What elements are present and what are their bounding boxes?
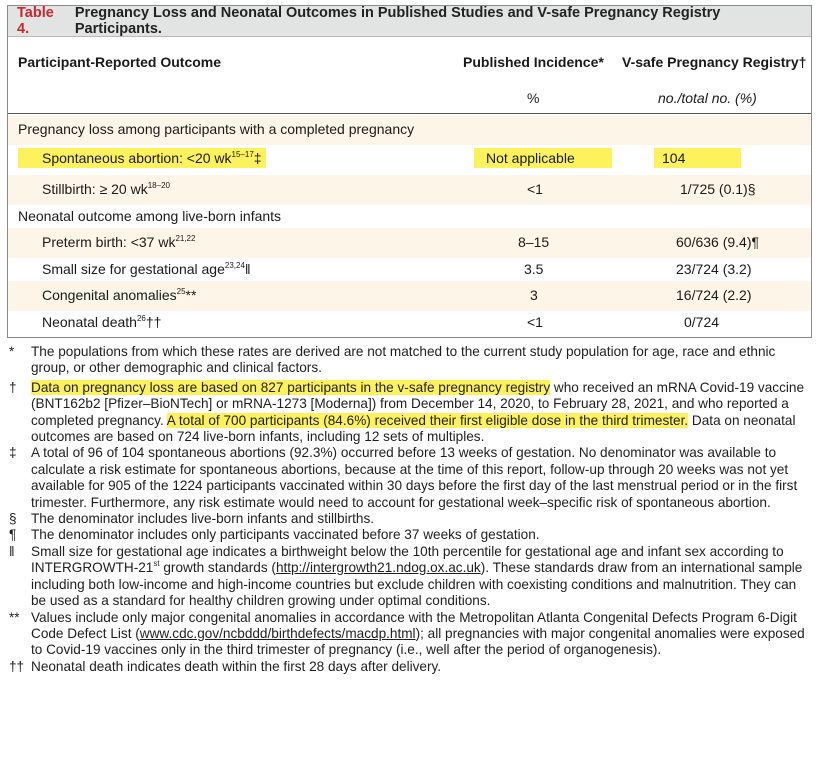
group-row-pregnancy-loss [8, 115, 811, 145]
col-header-outcome: Participant-Reported Outcome [18, 54, 222, 70]
row-label: Spontaneous abortion: <20 $wk^{15-17}\ddagger$ [18, 148, 266, 168]
footnote-asterisk: * The populations from which these rates are derived are not matched to the current study population for age, race and ethnic group, or other demographic and clinical factors. [9, 344, 776, 376]
row-vsafe: 23/724 (3.2) [676, 261, 752, 277]
row-published: <1 [527, 314, 543, 330]
footnote-double-bar: ‖ Small size for gestational age indicates a birthweight below the 10th percentile for gestational age and infant sex according to INTERGROWTH-21st growth standards (http://intergrowth21.ndog.ox.ac.uk). These standards draw from an international sample including both low-income and high-income countries but exclude children with coexisting conditions and malnutrition. They can be used as a standard for healthy children growing under optimal conditions. [9, 543, 803, 609]
table-title [8, 6, 811, 37]
table-header [8, 37, 811, 114]
footnote-double-dagger-2: †† Neonatal death indicates death within the first 28 days after delivery. [9, 658, 442, 674]
row-published: Not applicable [474, 148, 612, 168]
data-table [7, 5, 812, 338]
footnote-double-asterisk: ** Values include only major congenital anomalies in accordance with the Metropolitan Atlanta Congenital Defects Program 6-Digit Code Defect List (www.cdc.gov/ncbddd/birthdefects/macdp.html); all pregnancies with major congenital anomalies were exposed to Covid-19 vaccines only in the third trimester of pregnancy (i.e., well after the period of organogenesis). [9, 609, 805, 658]
row-label: Congenital anomalies$^{25}$** [42, 287, 197, 303]
row-label: Neonatal death$^{26}$†† [42, 314, 162, 330]
table-label: Table 4. [17, 5, 54, 37]
table-row [8, 145, 811, 175]
row-label: Preterm birth: <37 wk$^{21,22}$ [42, 234, 196, 250]
row-vsafe: 0/724 [684, 314, 720, 330]
row-published: 3 [530, 287, 538, 303]
table-title-text: Pregnancy Loss and Neonatal Outcomes in Published Studies and V-safe Pregnancy Registry Participants. [74, 5, 721, 37]
highlight-700: A total of 700 participants (84.6%) received their first eligible dose in the third trimester. [166, 412, 689, 428]
group-label: Pregnancy loss among participants with a completed pregnancy [18, 121, 415, 137]
col-sub-published: % [527, 90, 540, 106]
col-header-published: Published Incidence* [463, 54, 604, 70]
footnote-pilcrow: ¶ The denominator includes only participants vaccinated before 37 weeks of gestation. [9, 527, 540, 543]
footnotes [9, 344, 809, 675]
footnote-section: § The denominator includes live-born infants and stillbirths. [9, 511, 375, 527]
row-published: 8–15 [518, 234, 550, 250]
col-header-vsafe: V-safe Pregnancy Registry† [622, 54, 807, 70]
row-label: Small size for gestational age$^{23,24}$‖ [42, 261, 251, 277]
row-vsafe: 1/725 (0.1)§ [680, 181, 756, 197]
row-vsafe: 60/636 (9.4)¶ [676, 234, 760, 250]
intergrowth-link[interactable]: http://intergrowth21.ndog.ox.ac.uk [275, 560, 481, 576]
footnote-dagger: † Data on pregnancy loss are based on 827 participants in the v-safe pregnancy registry who received an mRNA Covid-19 vaccine (BNT162b2 [Pfizer–BioNTech] or mRNA-1273 [Moderna]) from December 14, 2020, to February 28, 2021, and who reported a completed pregnancy. A total of 700 participants (84.6%) received their first eligible dose in the third trimester. Data on neonatal outcomes are based on 724 live-born infants, including 12 sets of multiples. [9, 379, 805, 445]
row-vsafe: 16/724 (2.2) [676, 287, 752, 303]
table-row [8, 228, 811, 258]
highlight-827: Data on pregnancy loss are based on 827 participants in the v-safe pregnancy registry [31, 379, 551, 395]
cdc-link[interactable]: www.cdc.gov/ncbddd/birthdefects/macdp.html [139, 625, 416, 641]
row-label: Stillbirth: ≥ 20 $wk^{18-20}$ [42, 181, 170, 197]
row-published: 3.5 [524, 261, 544, 277]
col-sub-vsafe: no./total no. (%) [658, 90, 757, 106]
table-row [8, 281, 811, 311]
row-vsafe: 104 [654, 148, 741, 168]
group-label: Neonatal outcome among live-born infants [18, 208, 282, 224]
footnote-double-dagger: ‡ A total of 96 of 104 spontaneous abortions (92.3%) occurred before 13 weeks of gestation. No denominator was available to calculate a risk estimate for spontaneous abortions, because at the time of this report, follow-up through 20 weeks was not yet available for 905 of the 1224 participants vaccinated within 30 days before the first day of the last menstrual period or in the first trimester. Furthermore, any risk estimate would need to account for gestational week–specific risk of spontaneous abortion. [9, 445, 798, 510]
table-row [8, 175, 811, 205]
row-published: <1 [527, 181, 543, 197]
table-row [8, 308, 811, 338]
